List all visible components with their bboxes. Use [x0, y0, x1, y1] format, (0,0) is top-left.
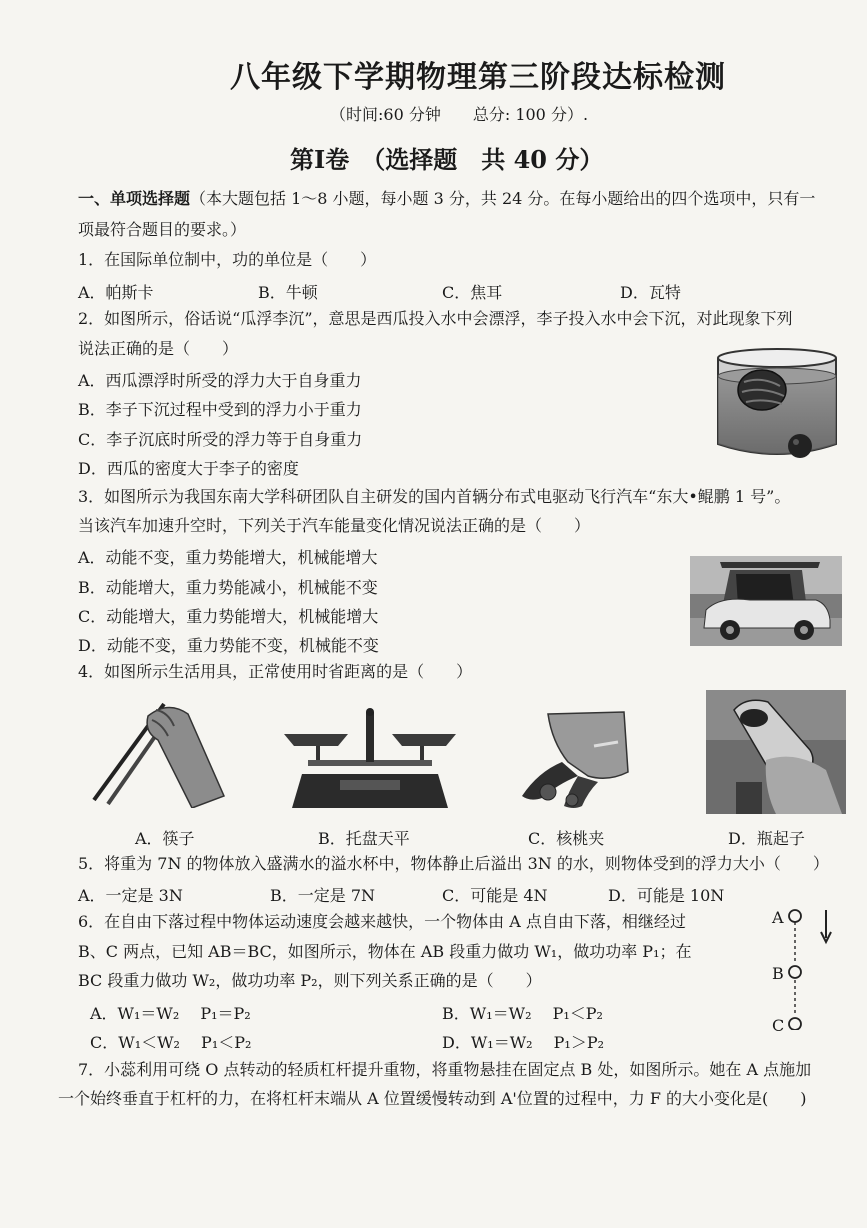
- q5-option-d[interactable]: D．可能是 10N: [608, 886, 725, 905]
- q4-caption-c[interactable]: C．核桃夹: [528, 829, 605, 848]
- q6-option-d[interactable]: D．W₁＝W₂ P₁＞P₂: [442, 1033, 604, 1052]
- point-label-c: C: [772, 1016, 785, 1035]
- q3-option-a[interactable]: A．动能不变，重力势能增大，机械能增大: [78, 548, 378, 567]
- q5-option-a[interactable]: A．一定是 3N: [78, 886, 183, 905]
- q5-stem: 5．将重为 7N 的物体放入盛满水的溢水杯中，物体静止后溢出 3N 的水，则物体受到的浮力大小（ ）: [78, 854, 829, 873]
- q3-option-b[interactable]: B．动能增大，重力势能减小，机械能不变: [78, 578, 378, 597]
- point-label-a: A: [772, 908, 784, 927]
- nutcracker-figure: [508, 702, 638, 814]
- exam-subtitle: （时间:60 分钟 总分: 100 分）.: [330, 105, 589, 124]
- part1-line1: [78, 189, 815, 209]
- q3-option-c[interactable]: C．动能增大，重力势能增大，机械能增大: [78, 607, 379, 626]
- chopsticks-figure: [88, 696, 228, 808]
- q2-stem-2: 说法正确的是（ ）: [78, 339, 239, 358]
- q1-stem: 1．在国际单位制中，功的单位是（ ）: [78, 250, 377, 269]
- part1-heading: 一、单项选择题: [78, 189, 191, 208]
- watermelon-plum-tank-figure: [712, 346, 842, 466]
- bottle-opener-photo: [706, 690, 846, 814]
- q5-option-c[interactable]: C．可能是 4N: [442, 886, 548, 905]
- part1-desc2: 项最符合题目的要求。）: [78, 220, 247, 239]
- section-heading: 第Ⅰ卷 （选择题 共 40 分）: [290, 145, 604, 174]
- q2-option-b[interactable]: B．李子下沉过程中受到的浮力小于重力: [78, 400, 362, 419]
- point-a-marker: [789, 910, 801, 922]
- q4-stem: 4．如图所示生活用具，正常使用时省距离的是（ ）: [78, 662, 473, 681]
- point-c-marker: [789, 1018, 801, 1030]
- q4-caption-a[interactable]: A．筷子: [135, 829, 195, 848]
- point-label-b: B: [772, 964, 784, 983]
- q1-option-d[interactable]: D．瓦特: [620, 283, 681, 302]
- q6-stem-2: B、C 两点，已知 AB＝BC，如图所示，物体在 AB 段重力做功 W₁，做功功率 P₁；在: [78, 942, 692, 961]
- q4-caption-b[interactable]: B．托盘天平: [318, 829, 410, 848]
- q6-option-b[interactable]: B．W₁＝W₂ P₁＜P₂: [442, 1004, 603, 1023]
- falling-path-figure: [786, 906, 836, 1030]
- q4-caption-d[interactable]: D．瓶起子: [728, 829, 805, 848]
- flying-car-photo: [690, 556, 842, 646]
- point-b-marker: [789, 966, 801, 978]
- q3-stem-2: 当该汽车加速升空时，下列关于汽车能量变化情况说法正确的是（ ）: [78, 516, 591, 535]
- q1-option-a[interactable]: A．帕斯卡: [78, 283, 154, 302]
- q6-option-c[interactable]: C．W₁＜W₂ P₁＜P₂: [90, 1033, 252, 1052]
- q6-stem-3: BC 段重力做功 W₂，做功功率 P₂，则下列关系正确的是（ ）: [78, 971, 542, 990]
- q5-option-b[interactable]: B．一定是 7N: [270, 886, 376, 905]
- q3-stem-1: 3．如图所示为我国东南大学科研团队自主研发的国内首辆分布式电驱动飞行汽车“东大•鲲鹏 1 号”。: [78, 487, 791, 506]
- q2-option-a[interactable]: A．西瓜漂浮时所受的浮力大于自身重力: [78, 371, 362, 390]
- q2-option-c[interactable]: C．李子沉底时所受的浮力等于自身重力: [78, 430, 363, 449]
- q7-stem-1: 7．小蕊利用可绕 O 点转动的轻质杠杆提升重物，将重物悬挂在固定点 B 处，如图所示。她在 A 点施加: [78, 1060, 812, 1079]
- q2-stem-1: 2．如图所示，俗话说“瓜浮李沉”，意思是西瓜投入水中会漂浮，李子投入水中会下沉，对此现象下列: [78, 309, 793, 328]
- q1-option-c[interactable]: C．焦耳: [442, 283, 503, 302]
- part1-desc1: （本大题包括 1～8 小题，每小题 3 分，共 24 分。在每小题给出的四个选项中，只有一: [190, 189, 816, 208]
- q6-option-a[interactable]: A．W₁＝W₂ P₁＝P₂: [90, 1004, 251, 1023]
- q2-option-d[interactable]: D．西瓜的密度大于李子的密度: [78, 459, 299, 478]
- q7-stem-2: 一个始终垂直于杠杆的力，在将杠杆末端从 A 位置缓慢转动到 A'位置的过程中，力 F 的大小变化是( ): [58, 1089, 807, 1108]
- q1-option-b[interactable]: B．牛顿: [258, 283, 318, 302]
- q6-stem-1: 6．在自由下落过程中物体运动速度会越来越快，一个物体由 A 点自由下落，相继经过: [78, 912, 686, 931]
- q3-option-d[interactable]: D．动能不变，重力势能不变，机械能不变: [78, 636, 379, 655]
- tray-balance-figure: [280, 708, 460, 814]
- exam-title: 八年级下学期物理第三阶段达标检测: [230, 60, 726, 95]
